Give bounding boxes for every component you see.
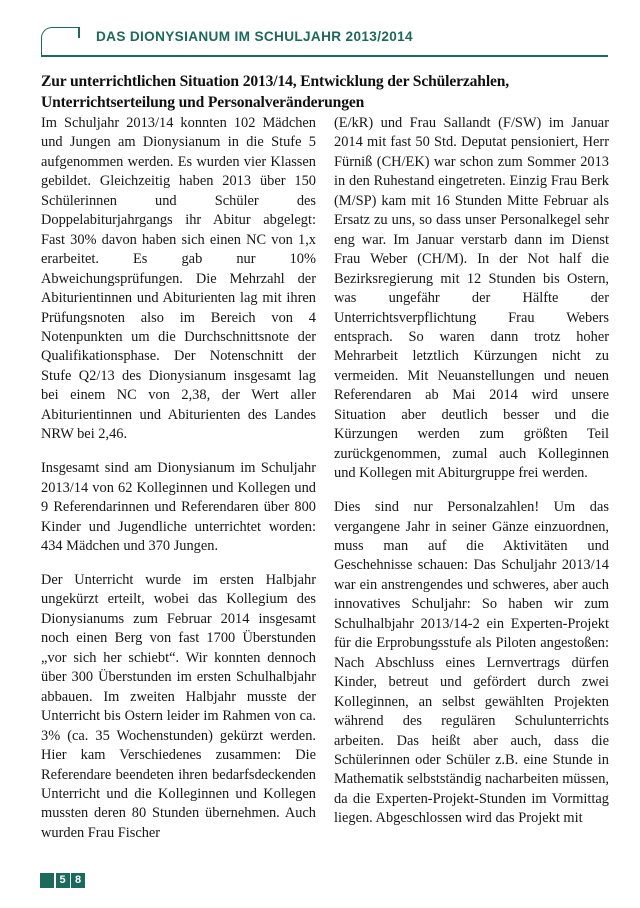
running-header [40, 24, 608, 64]
paragraph: Insgesamt sind am Dionysianum im Schuljahr 2013/14 von 62 Kolleginnen und Kollegen und 9 Referendarinnen und Referendaren über 800 Kinder und Jugendliche unterrichtet worden: 434 Mädchen und 370 Jungen. [41, 460, 316, 555]
paragraph: Dies sind nur Personalzahlen! Um das vergangene Jahr in seiner Gänze einzuordnen, muss man auf die Aktivitäten und Geschehnisse schauen: Das Schuljahr 2013/14 war ein anstrengendes und schweres, aber auch innovatives Schuljahr: So haben wir zum Schulhalbjahr 2013/14-2 ein Experten-Projekt für die Erprobungsstufe als Piloten angestoßen: Nach Abschluss eines Lernvertrags dürfen Kinder, betreut und gefördert durch zwei Kolleginnen, an selbst gewählten Projekten während des regulären Schulunterrichts arbeiten. Das heißt aber auch, dass die Schülerinnen oder Schüler z.B. eine Stunde in Mathematik selbstständig nacharbeiten müssen, da die Experten-Projekt-Stunden im Vormittag liegen. Abgeschlossen wird das Projekt mit [334, 499, 609, 827]
paragraph: (E/kR) und Frau Sallandt (F/SW) im Januar 2014 mit fast 50 Std. Deputat pensioniert, Herr Fürniß (CH/EK) war schon zum Sommer 2013 in den Ruhestand eingetreten. Einzig Frau Berk (M/SP) kam mit 16 Stunden Mitte Februar als Ersatz zu uns, so dass unser Personalkegel sehr eng war. Im Januar verstarb dann im Dienst Frau Weber (CH/M). In der Not half die Bezirksregierung mit 12 Stunden bis Ostern, was ungefähr der Hälfte der Unterrichtsverpflichtung Frau Webers entsprach. So waren dann trotz hoher Mehrarbeit letztlich Kürzungen nicht zu vermeiden. Mit Neuanstellungen und neuen Referendaren ab Mai 2014 wird unsere Situation aber deutlich besser und die Kürzungen werden zum größten Teil zurückgenommen, zumal auch Kolleginnen und Kollegen mit Abiturgruppe frei werden. [334, 115, 609, 482]
page-title: Zur unterrichtlichen Situation 2013/14, Entwicklung der Schülerzahlen, Unterrichtserteilung und Personalveränderungen [41, 73, 510, 111]
paragraph: Im Schuljahr 2013/14 konnten 102 Mädchen und Jungen am Dionysianum in die Stufe 5 aufgenommen werden. Es wurden vier Klassen gebildet. Gleichzeitig haben 2013 über 150 Schülerinnen und Schüler des Doppelabiturjahrgangs ihr Abitur abgelegt: Fast 30% davon haben sich einen NC von 1,x erarbeitet. Es gab nur 10% Abweichungsprüfungen. Die Mehrzahl der Abiturientinnen und Abiturienten lag mit ihren Prüfungsnoten also im Bereich von 4 Notenpunkten um die Durchschnittsnote der Qualifikationsphase. Der Notenschnitt der Stufe Q2/13 des Dionysianum insgesamt lag bei einem NC von 2,38, der Wert aller Abiturientinnen und Abiturienten des Landes NRW bei 2,46. [41, 115, 316, 443]
body-columns [41, 114, 609, 862]
paragraph: Der Unterricht wurde im ersten Halbjahr ungekürzt erteilt, wobei das Kollegium des Dionysianums zum Februar 2014 insgesamt noch einen Berg von fast 1700 Überstunden „vor sich her schiebt“. Wir konnten dennoch über 300 Überstunden im ersten Schulhalbjahr abbauen. Im zweiten Halbjahr musste der Unterricht bis Ostern leider im Rahmen von ca. 3% (ca. 35 Wochenstunden) gekürzt werden. Hier kam Verschiedenes zusammen: Die Referendare beendeten ihren bedarfsdeckenden Unterricht und die Kolleginnen und Kollegen mussten deren 80 Stunden übernehmen. Auch wurden Frau Fischer [41, 571, 316, 841]
running-header-rule [41, 55, 608, 57]
folio-ornament-block [40, 873, 54, 888]
folio-digit: 5 [56, 873, 70, 888]
rounded-bracket-icon [41, 27, 79, 56]
page-folio [40, 872, 87, 888]
rounded-bracket-tick-icon [78, 27, 80, 38]
left-column [41, 114, 316, 862]
running-header-title: DAS DIONYSIANUM IM SCHULJAHR 2013/2014 [96, 29, 413, 44]
folio-digit: 8 [71, 873, 85, 888]
right-column [334, 114, 609, 862]
